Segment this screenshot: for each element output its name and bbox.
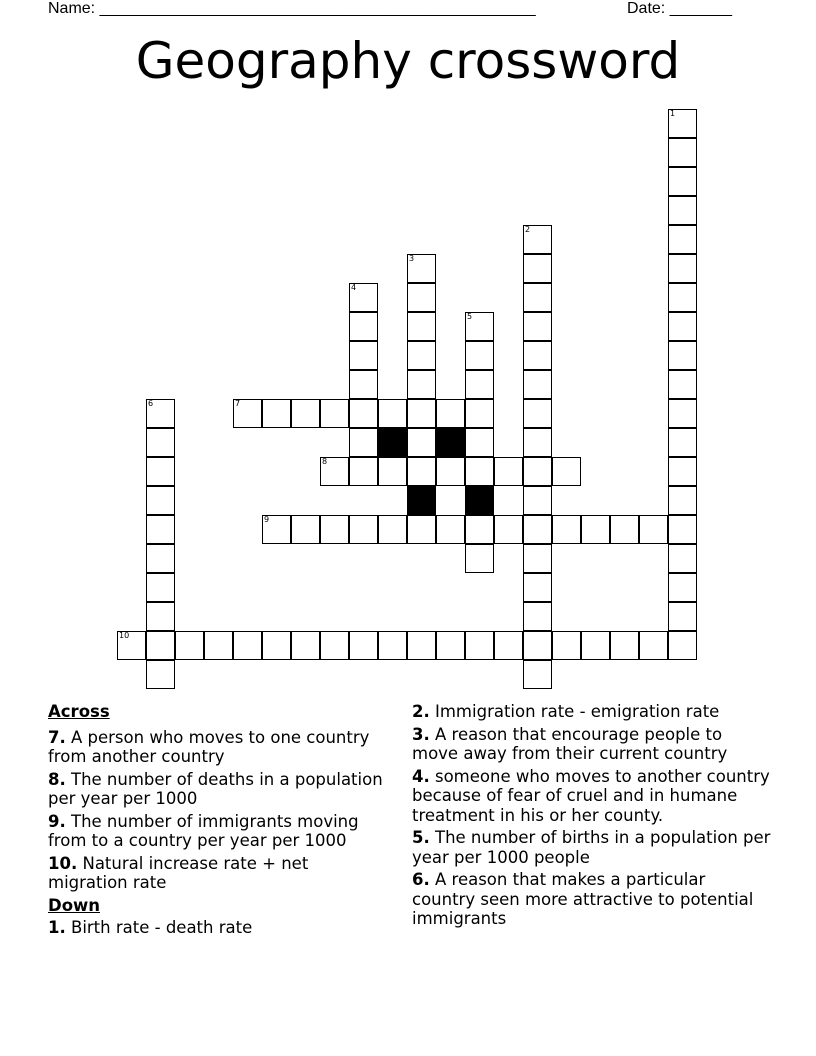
clue-number-label: 5 bbox=[467, 312, 473, 321]
down-clue-1 bbox=[48, 918, 393, 938]
grid-cell[interactable] bbox=[465, 515, 494, 544]
clue-number-label: 1 bbox=[670, 109, 676, 118]
clue-number-label: 3 bbox=[409, 254, 415, 263]
grid-cell[interactable] bbox=[581, 515, 610, 544]
grid-cell[interactable] bbox=[146, 515, 175, 544]
grid-cell[interactable] bbox=[668, 341, 697, 370]
grid-cell[interactable] bbox=[523, 515, 552, 544]
grid-cell[interactable] bbox=[349, 341, 378, 370]
grid-cell[interactable] bbox=[668, 312, 697, 341]
black-square bbox=[378, 428, 407, 457]
down-clue-4 bbox=[412, 767, 772, 826]
grid-cell[interactable] bbox=[146, 602, 175, 631]
grid-cell[interactable] bbox=[465, 457, 494, 486]
grid-cell[interactable] bbox=[204, 631, 233, 660]
black-square bbox=[436, 428, 465, 457]
black-square bbox=[407, 486, 436, 515]
grid-cell[interactable] bbox=[407, 428, 436, 457]
grid-cell[interactable] bbox=[320, 631, 349, 660]
clue-text: The number of deaths in a population per year per 1000 bbox=[48, 769, 383, 808]
grid-cell[interactable] bbox=[262, 515, 291, 544]
across-clue-9 bbox=[48, 812, 393, 851]
down-clue-5 bbox=[412, 828, 772, 867]
grid-cell[interactable] bbox=[146, 428, 175, 457]
grid-cell[interactable] bbox=[668, 196, 697, 225]
grid-cell[interactable] bbox=[407, 399, 436, 428]
grid-cell[interactable] bbox=[523, 457, 552, 486]
grid-cell[interactable] bbox=[523, 283, 552, 312]
grid-cell[interactable] bbox=[407, 341, 436, 370]
grid-cell[interactable] bbox=[465, 399, 494, 428]
grid-cell[interactable] bbox=[146, 573, 175, 602]
grid-cell[interactable] bbox=[407, 631, 436, 660]
grid-cell[interactable] bbox=[668, 428, 697, 457]
clue-number-label: 7 bbox=[235, 399, 241, 408]
down-heading: Down bbox=[48, 895, 101, 915]
clue-number-label: 6 bbox=[148, 399, 154, 408]
grid-cell[interactable] bbox=[146, 544, 175, 573]
grid-cell[interactable] bbox=[523, 660, 552, 689]
grid-cell[interactable] bbox=[552, 515, 581, 544]
grid-cell[interactable] bbox=[465, 370, 494, 399]
grid-cell[interactable] bbox=[407, 283, 436, 312]
grid-cell[interactable] bbox=[291, 515, 320, 544]
grid-cell[interactable] bbox=[494, 457, 523, 486]
clue-number: 2. bbox=[412, 702, 430, 721]
clue-text: A reason that encourage people to move away from their current country bbox=[412, 724, 728, 763]
clue-text: someone who moves to another country because of fear of cruel and in humane treatment in his or her county. bbox=[412, 766, 770, 825]
grid-cell[interactable] bbox=[262, 399, 291, 428]
grid-cell[interactable] bbox=[581, 631, 610, 660]
grid-cell[interactable] bbox=[349, 370, 378, 399]
grid-cell[interactable] bbox=[349, 631, 378, 660]
grid-cell[interactable] bbox=[668, 631, 697, 660]
grid-cell[interactable] bbox=[668, 544, 697, 573]
grid-cell[interactable] bbox=[378, 399, 407, 428]
grid-cell[interactable] bbox=[349, 515, 378, 544]
clue-text: A person who moves to one country from another country bbox=[48, 727, 370, 766]
across-clue-8 bbox=[48, 770, 393, 809]
clue-number: 7. bbox=[48, 727, 66, 747]
clue-text: A reason that makes a particular country seen more attractive to potential immigrants bbox=[412, 870, 754, 928]
grid-cell[interactable] bbox=[523, 631, 552, 660]
down-clue-3 bbox=[412, 725, 772, 764]
grid-cell[interactable] bbox=[523, 370, 552, 399]
grid-cell[interactable] bbox=[407, 515, 436, 544]
clues-left-column bbox=[48, 702, 393, 941]
clue-number: 8. bbox=[48, 769, 66, 789]
grid-cell[interactable] bbox=[465, 341, 494, 370]
grid-cell[interactable] bbox=[349, 457, 378, 486]
clue-text: The number of births in a population per year per 1000 people bbox=[412, 828, 771, 867]
grid-cell[interactable] bbox=[668, 515, 697, 544]
down-clue-6 bbox=[412, 870, 772, 929]
grid-cell[interactable] bbox=[378, 631, 407, 660]
grid-cell[interactable] bbox=[668, 225, 697, 254]
clue-number: 4. bbox=[412, 766, 430, 786]
grid-cell[interactable] bbox=[117, 631, 146, 660]
grid-cell[interactable] bbox=[407, 457, 436, 486]
clue-text: Natural increase rate + net migration rate bbox=[48, 853, 309, 892]
grid-cell[interactable] bbox=[523, 312, 552, 341]
clue-number-label: 2 bbox=[525, 225, 531, 234]
grid-cell[interactable] bbox=[668, 138, 697, 167]
clue-number: 10. bbox=[48, 853, 78, 873]
grid-cell[interactable] bbox=[146, 457, 175, 486]
grid-cell[interactable] bbox=[233, 399, 262, 428]
grid-cell[interactable] bbox=[668, 254, 697, 283]
clue-number-label: 9 bbox=[264, 515, 270, 524]
grid-cell[interactable] bbox=[668, 283, 697, 312]
grid-cell[interactable] bbox=[291, 631, 320, 660]
grid-cell[interactable] bbox=[494, 631, 523, 660]
grid-cell[interactable] bbox=[639, 515, 668, 544]
grid-cell[interactable] bbox=[407, 254, 436, 283]
grid-cell[interactable] bbox=[465, 544, 494, 573]
grid-cell[interactable] bbox=[320, 399, 349, 428]
grid-cell[interactable] bbox=[436, 399, 465, 428]
grid-cell[interactable] bbox=[668, 167, 697, 196]
grid-cell[interactable] bbox=[407, 312, 436, 341]
grid-cell[interactable] bbox=[146, 399, 175, 428]
grid-cell[interactable] bbox=[610, 631, 639, 660]
across-heading: Across bbox=[48, 702, 110, 721]
grid-cell[interactable] bbox=[552, 457, 581, 486]
grid-cell[interactable] bbox=[668, 399, 697, 428]
name-field: Name: _________________________________________________ bbox=[48, 0, 536, 17]
grid-cell[interactable] bbox=[523, 486, 552, 515]
grid-cell[interactable] bbox=[523, 399, 552, 428]
grid-cell[interactable] bbox=[610, 515, 639, 544]
grid-cell[interactable] bbox=[262, 631, 291, 660]
grid-cell[interactable] bbox=[407, 370, 436, 399]
grid-cell[interactable] bbox=[668, 486, 697, 515]
clue-number: 1. bbox=[48, 918, 66, 937]
grid-cell[interactable] bbox=[465, 631, 494, 660]
grid-cell[interactable] bbox=[494, 515, 523, 544]
clue-number: 6. bbox=[412, 870, 430, 889]
grid-cell[interactable] bbox=[465, 312, 494, 341]
grid-cell[interactable] bbox=[146, 486, 175, 515]
clue-number: 9. bbox=[48, 811, 66, 831]
black-square bbox=[465, 486, 494, 515]
clue-text: Immigration rate - emigration rate bbox=[429, 702, 720, 721]
date-field: Date: _______ bbox=[627, 0, 732, 17]
grid-cell[interactable] bbox=[523, 225, 552, 254]
grid-cell[interactable] bbox=[436, 631, 465, 660]
grid-cell[interactable] bbox=[523, 428, 552, 457]
clue-number-label: 8 bbox=[322, 457, 328, 466]
clue-number-label: 10 bbox=[119, 631, 130, 640]
grid-cell[interactable] bbox=[523, 573, 552, 602]
clue-number-label: 4 bbox=[351, 283, 357, 292]
clue-text: The number of immigrants moving from to a country per year per 1000 bbox=[48, 811, 359, 850]
grid-cell[interactable] bbox=[349, 428, 378, 457]
grid-cell[interactable] bbox=[320, 515, 349, 544]
grid-cell[interactable] bbox=[349, 283, 378, 312]
grid-cell[interactable] bbox=[436, 457, 465, 486]
across-clue-7 bbox=[48, 728, 393, 767]
grid-cell[interactable] bbox=[668, 370, 697, 399]
grid-cell[interactable] bbox=[146, 660, 175, 689]
grid-cell[interactable] bbox=[320, 457, 349, 486]
grid-cell[interactable] bbox=[668, 457, 697, 486]
clues-right-column bbox=[412, 702, 772, 932]
grid-cell[interactable] bbox=[233, 631, 262, 660]
clue-number: 5. bbox=[412, 828, 430, 847]
grid-cell[interactable] bbox=[668, 602, 697, 631]
grid-cell[interactable] bbox=[523, 544, 552, 573]
grid-cell[interactable] bbox=[291, 399, 320, 428]
grid-cell[interactable] bbox=[668, 573, 697, 602]
grid-cell[interactable] bbox=[378, 515, 407, 544]
grid-cell[interactable] bbox=[523, 341, 552, 370]
grid-cell[interactable] bbox=[668, 109, 697, 138]
grid-cell[interactable] bbox=[436, 515, 465, 544]
grid-cell[interactable] bbox=[349, 399, 378, 428]
grid-cell[interactable] bbox=[639, 631, 668, 660]
clue-text: Birth rate - death rate bbox=[65, 918, 253, 937]
grid-cell[interactable] bbox=[523, 254, 552, 283]
grid-cell[interactable] bbox=[349, 312, 378, 341]
across-clue-10 bbox=[48, 854, 393, 893]
down-clue-2 bbox=[412, 702, 772, 722]
page-title: Geography crossword bbox=[135, 32, 681, 90]
grid-cell[interactable] bbox=[175, 631, 204, 660]
clue-number: 3. bbox=[412, 724, 430, 744]
grid-cell[interactable] bbox=[465, 428, 494, 457]
grid-cell[interactable] bbox=[378, 457, 407, 486]
grid-cell[interactable] bbox=[523, 602, 552, 631]
grid-cell[interactable] bbox=[552, 631, 581, 660]
grid-cell[interactable] bbox=[146, 631, 175, 660]
